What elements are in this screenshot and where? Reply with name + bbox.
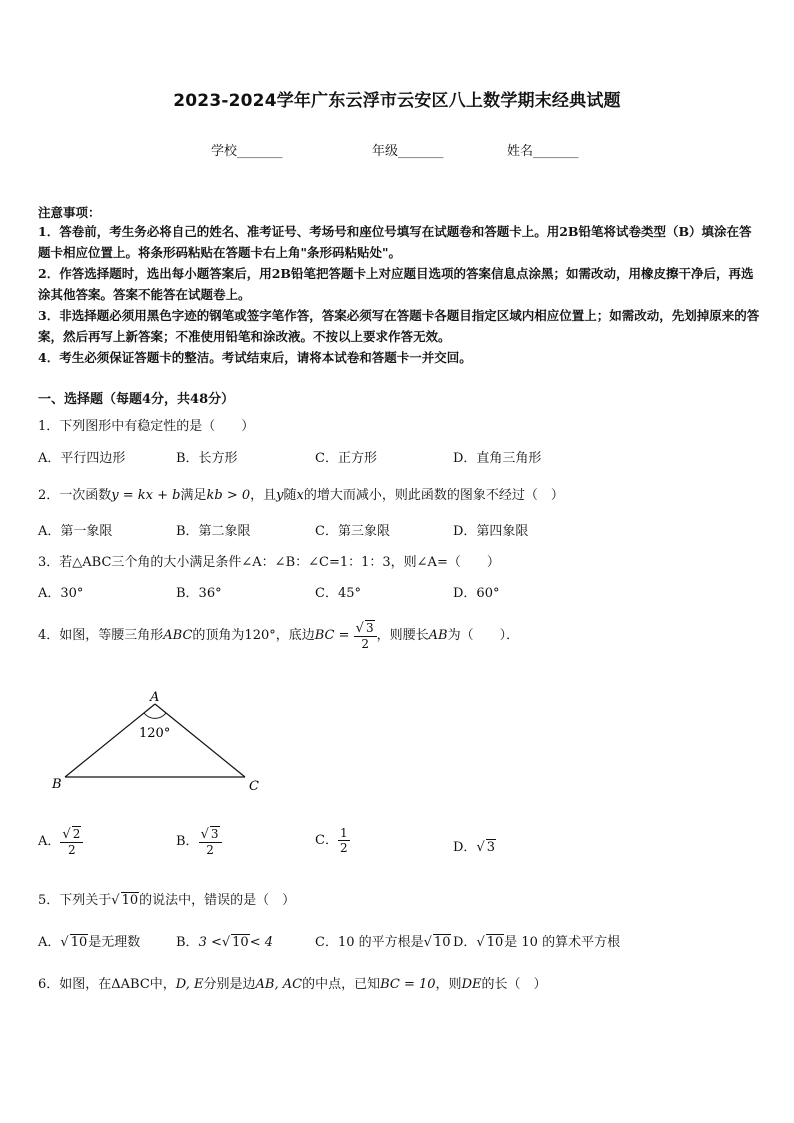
q4-base-radicand: 3 (365, 621, 374, 635)
q2-condition: kb > 0 (206, 488, 251, 503)
q5-option-d-label: D． (453, 935, 477, 950)
q2-option-a[interactable]: A．第一象限 (38, 524, 113, 539)
grade-field[interactable]: 年级_______ (372, 144, 444, 159)
q3-option-c[interactable]: C．45° (315, 586, 361, 601)
q1-option-c[interactable]: C．正方形 (315, 451, 377, 466)
q4-option-a-fraction: $\frac{√ 2}{2}$ (60, 826, 83, 857)
question-3-stem: 3．若△ABC三个角的大小满足条件∠A：∠B：∠C=1：1：3，则∠A=（ ） (38, 555, 500, 570)
note-item-1: 1．答卷前，考生务必将自己的姓名、准考证号、考场号和座位号填写在试题卷和答题卡上。用2B铅笔将试卷类型（B）填涂在答题卡相应位置上。将条形码粘贴在答题卡右上角"条形码粘贴处"。 (38, 224, 752, 260)
q6-points: D, E (175, 977, 204, 992)
q5-option-a-radicand: 10 (70, 935, 88, 950)
school-field[interactable]: 学校_______ (211, 144, 283, 159)
q2-x: x (296, 488, 304, 503)
q4-option-d[interactable]: D．√ 3 (453, 840, 496, 855)
q5-option-d[interactable]: D．√ 10是 10 的算术平方根 (453, 935, 621, 950)
q5-option-b-right: < 4 (249, 935, 273, 950)
q5-option-c-radicand: 10 (433, 935, 451, 950)
q4-option-a-label: A． (38, 834, 61, 849)
q4-base-denominator: 2 (361, 637, 369, 651)
q4-base-fraction: $\frac{√ 3}{2}$ (354, 620, 377, 651)
q4-triangle-figure (40, 684, 280, 799)
q5-option-c-label: C．10 的平方根是 (315, 935, 424, 950)
exam-title: 2023-2024学年广东云浮市云安区八上数学期末经典试题 (173, 91, 621, 111)
q4-text-1: 4．如图，等腰三角形 (38, 628, 164, 643)
q4-leg-label: AB (428, 628, 448, 643)
vertex-b-label: B (52, 777, 62, 792)
q1-option-a[interactable]: A．平行四边形 (38, 451, 126, 466)
q2-text-2: 满足 (180, 488, 207, 503)
q4-option-c[interactable] (315, 826, 350, 855)
q3-option-b[interactable]: B．36° (176, 586, 222, 601)
q6-text-3: 的中点，已知 (302, 977, 381, 992)
q5-option-a-label: A． (38, 935, 61, 950)
q2-text-5: 的增大而减小，则此函数的图象不经过（ ） (303, 488, 564, 503)
q4-option-c-label: C． (315, 833, 338, 848)
q5-option-c[interactable]: C．10 的平方根是√ 10 (315, 935, 451, 950)
note-item-2: 2．作答选择题时，选出每小题答案后，用2B铅笔把答题卡上对应题目选项的答案信息点涂黑；如需改动，用橡皮擦干净后，再选涂其他答案。答案不能答在试题卷上。 (38, 266, 754, 302)
angle-label: 120° (139, 726, 171, 741)
q2-y: y (276, 488, 284, 503)
q4-option-c-numerator: 1 (339, 826, 348, 840)
section-heading: 一、选择题（每题4分，共48分） (38, 392, 235, 407)
q6-text-1: 6．如图，在ΔABC中， (38, 977, 176, 992)
q6-text-2: 分别是边 (203, 977, 256, 992)
q4-option-d-radicand: 3 (486, 840, 496, 855)
q4-option-b-denominator: 2 (206, 843, 214, 857)
q4-option-a-radicand: 2 (72, 827, 81, 841)
q4-text-2: 的顶角为120°，底边 (192, 628, 315, 643)
q4-option-b[interactable] (176, 826, 222, 857)
q5-option-a-text: 是无理数 (88, 935, 141, 950)
q6-text-4: ，则 (435, 977, 462, 992)
question-5-stem: 5．下列关于√ 10的说法中，错误的是（ ） (38, 893, 296, 908)
q5-option-b-left: 3 < (198, 935, 222, 950)
q1-option-b[interactable]: B．长方形 (176, 451, 238, 466)
q6-sides: AB, AC (255, 977, 303, 992)
question-6-stem (38, 973, 547, 992)
q3-option-a[interactable]: A．30° (38, 586, 84, 601)
q4-option-b-radicand: 3 (210, 827, 219, 841)
q4-option-a[interactable] (38, 826, 83, 857)
notes-heading: 注意事项： (38, 205, 101, 220)
q4-base-label: BC = (314, 628, 350, 643)
q4-text-3: ，则腰长 (376, 628, 429, 643)
question-2-stem (38, 484, 564, 503)
note-item-4: 4．考生必须保证答题卡的整洁。考试结束后，请将本试卷和答题卡一并交回。 (38, 350, 472, 365)
q4-option-c-denominator: 2 (339, 841, 348, 855)
q4-text-4: 为（ ）． (447, 628, 520, 643)
q2-text-4: 随 (283, 488, 297, 503)
question-1-stem: 1．下列图形中有稳定性的是（ ） (38, 419, 255, 434)
q6-de: DE (461, 977, 482, 992)
q4-option-d-label: D． (453, 840, 477, 855)
vertex-c-label: C (249, 779, 259, 794)
q3-option-d[interactable]: D．60° (453, 586, 500, 601)
q6-bc-length: BC = 10 (380, 977, 436, 992)
q2-option-b[interactable]: B．第二象限 (176, 524, 251, 539)
q6-text-5: 的长（ ） (481, 977, 547, 992)
question-4-stem (38, 620, 519, 651)
q2-text-3: ，且 (250, 488, 277, 503)
note-item-3: 3．非选择题必须用黑色字迹的钢笔或签字笔作答，答案必须写在答题卡各题目指定区域内相应位置上；如需改动，先划掉原来的答案，然后再写上新答案；不准使用铅笔和涂改液。不按以上要求作答无效。 (38, 308, 760, 344)
q2-option-c[interactable]: C．第三象限 (315, 524, 390, 539)
q5-radicand: 10 (121, 893, 139, 908)
q4-triangle-name: ABC (163, 628, 193, 643)
q2-option-d[interactable]: D．第四象限 (453, 524, 529, 539)
q5-option-b[interactable]: B．3 <√ 10< 4 (176, 935, 273, 950)
q5-option-b-radicand: 10 (232, 935, 249, 950)
q5-option-d-radicand: 10 (486, 935, 504, 950)
vertex-a-label: A (150, 690, 160, 705)
angle-arc (144, 713, 166, 718)
q5-option-b-label: B． (176, 935, 199, 950)
q4-option-a-denominator: 2 (68, 843, 76, 857)
q2-equation: y = kx + b (111, 488, 181, 503)
q4-option-b-fraction: $\frac{√ 3}{2}$ (199, 826, 222, 857)
q5-option-d-text: 是 10 的算术平方根 (504, 935, 621, 950)
q5-text-1: 5．下列关于 (38, 893, 112, 908)
q4-option-c-fraction (338, 826, 350, 855)
q1-option-d[interactable]: D．直角三角形 (453, 451, 542, 466)
q5-text-2: 的说法中，错误的是（ ） (139, 893, 296, 908)
q5-option-a[interactable]: A．√ 10是无理数 (38, 935, 141, 950)
q4-option-b-label: B． (176, 834, 199, 849)
name-field[interactable]: 姓名_______ (507, 144, 579, 159)
q2-text-1: 2．一次函数 (38, 488, 112, 503)
